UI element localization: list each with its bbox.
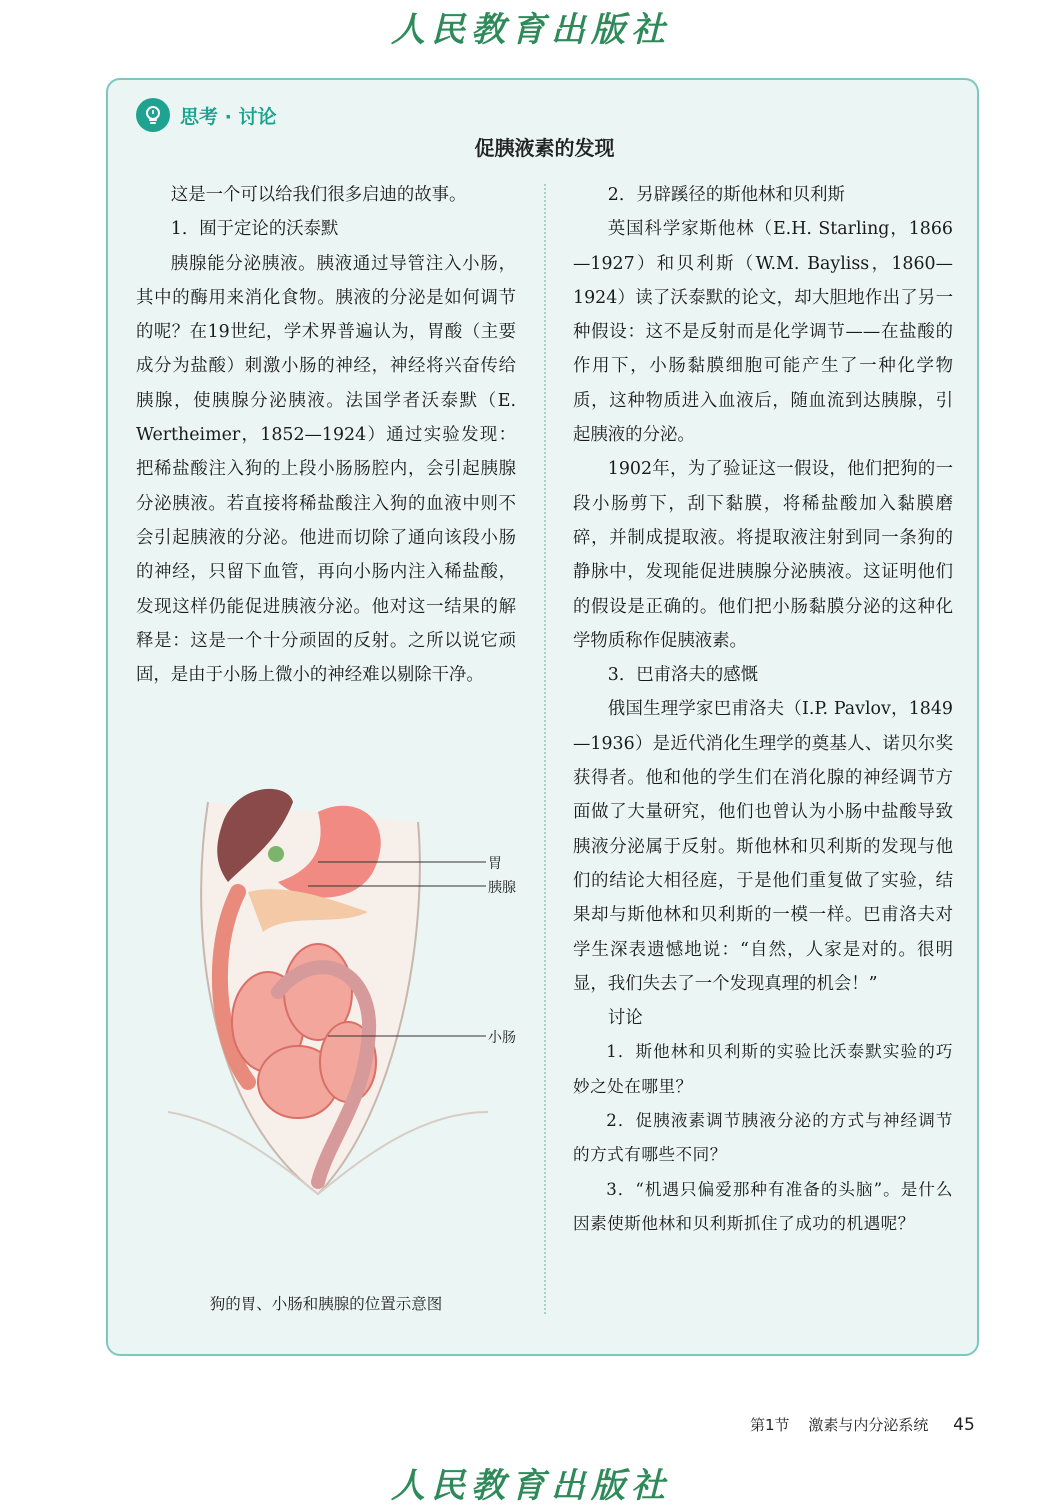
section-header	[136, 98, 276, 132]
footer-section-no: 第1节	[750, 1416, 790, 1434]
lightbulb-icon	[136, 98, 170, 132]
section-title: 促胰液素的发现	[474, 136, 615, 160]
publisher-logo-bottom: 人民教育出版社	[391, 1466, 671, 1506]
pavlov-paragraph: 俄国生理学家巴甫洛夫（I.P. Pavlov，1849—1936）是近代消化生理学的奠基人、诺贝尔奖获得者。他和他的学生们在消化腺的神经调节方面做了大量研究，他们也曾认为小肠中盐酸导致胰液分泌属于反射。斯他林和贝利斯的发现与他们的结论大相径庭，于是他们重复做了实验，结果却与斯他林和贝利斯的一模一样。巴甫洛夫对学生深表遗憾地说：“自然，人家是对的。很明显，我们失去了一个发现真理的机会！”	[573, 699, 953, 994]
label-small-intestine: 小肠	[488, 1030, 516, 1046]
discussion-label: 讨论	[607, 1008, 643, 1029]
question-2: 2．促胰液素调节胰液分泌的方式与神经调节的方式有哪些不同？	[573, 1111, 953, 1165]
question-3: 3．“机遇只偏爱那种有准备的头脑”。是什么因素使斯他林和贝利斯抓住了成功的机遇呢？	[573, 1179, 953, 1233]
left-column	[136, 178, 516, 692]
column-divider	[544, 184, 546, 1314]
question-1: 1．斯他林和贝利斯的实验比沃泰默实验的巧妙之处在哪里？	[573, 1042, 953, 1096]
footer-chapter: 激素与内分泌系统	[808, 1416, 929, 1434]
heading-pavlov: 3．巴甫洛夫的感慨	[607, 665, 758, 686]
figure-caption: 狗的胃、小肠和胰腺的位置示意图	[209, 1295, 443, 1313]
think-discuss-box	[106, 78, 979, 1356]
publisher-logo-top: 人民教育出版社	[391, 10, 671, 50]
page-number: 45	[953, 1415, 975, 1435]
page-footer	[750, 1414, 975, 1435]
wertheimer-paragraph: 胰腺能分泌胰液。胰液通过导管注入小肠，其中的酶用来消化食物。胰液的分泌是如何调节的呢？在19世纪，学术界普遍认为，胃酸（主要成分为盐酸）刺激小肠的神经，神经将兴奋传给胰腺，使胰腺分泌胰液。法国学者沃泰默（E. Wertheimer，1852—1924）通过实验发现：把稀盐酸注入狗的上段小肠肠腔内，会引起胰腺分泌胰液。若直接将稀盐酸注入狗的血液中则不会引起胰液的分泌。他进而切除了通向该段小肠的神经，只留下血管，再向小肠内注入稀盐酸，发现这样仍能促进胰液分泌。他对这一结果的解释是：这是一个十分顽固的反射。之所以说它顽固，是由于小肠上微小的神经难以剔除干净。	[136, 253, 516, 686]
intro-paragraph: 这是一个可以给我们很多启迪的故事。	[170, 185, 467, 205]
heading-starling-bayliss: 2．另辟蹊径的斯他林和贝利斯	[607, 185, 845, 205]
label-pancreas: 胰腺	[488, 880, 516, 896]
right-column	[573, 178, 953, 1241]
label-stomach: 胃	[488, 856, 502, 872]
section-label: 思考 · 讨论	[180, 105, 277, 128]
heading-wertheimer: 1．囿于定论的沃泰默	[170, 219, 339, 240]
dog-organs-figure	[168, 782, 528, 1202]
experiment-paragraph: 1902年，为了验证这一假设，他们把狗的一段小肠剪下，刮下黏膜，将稀盐酸加入黏膜磨碎，并制成提取液。将提取液注射到同一条狗的静脉中，发现能促进胰腺分泌胰液。这证明他们的假设是正确的。他们把小肠黏膜分泌的这种化学物质称作促胰液素。	[573, 459, 953, 651]
starling-paragraph: 英国科学家斯他林（E.H. Starling，1866—1927）和贝利斯（W.M. Bayliss，1860—1924）读了沃泰默的论文，却大胆地作出了另一种假设：这不是反射而是化学调节——在盐酸的作用下，小肠黏膜细胞可能产生了一种化学物质，这种物质进入血液后，随血流到达胰腺，引起胰液的分泌。	[573, 219, 953, 446]
